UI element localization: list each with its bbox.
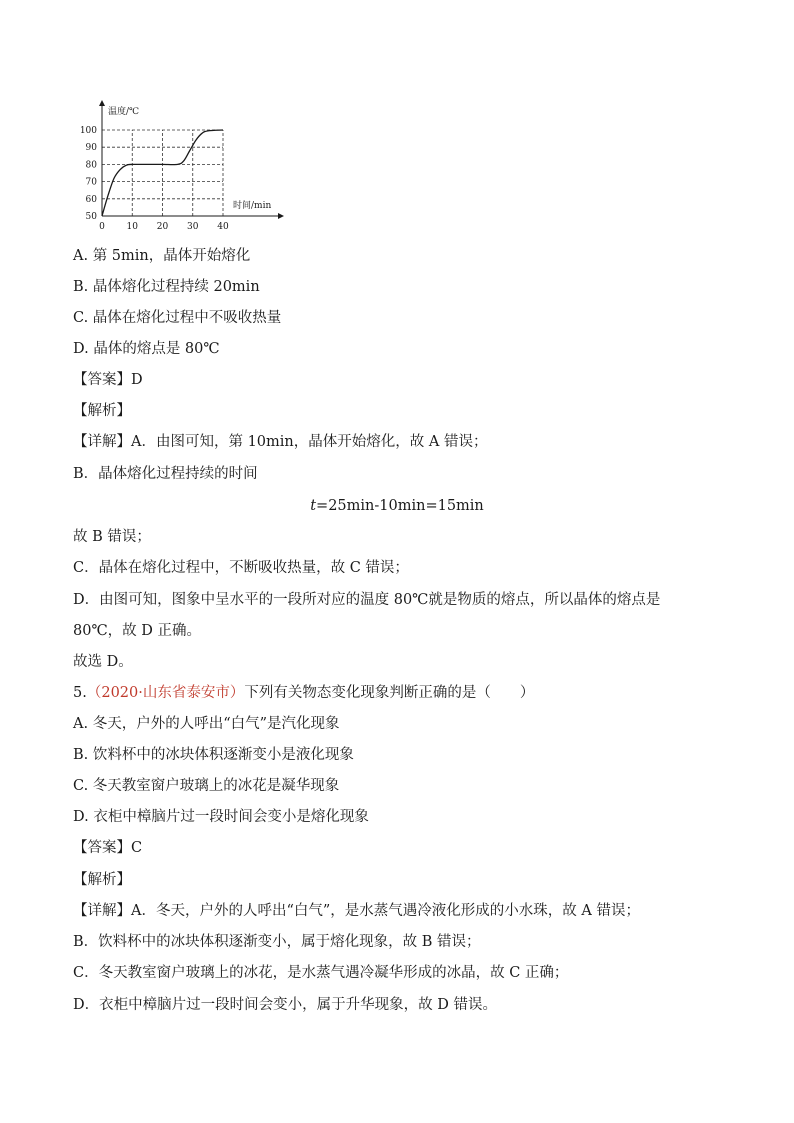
y-axis-arrow <box>99 100 105 106</box>
q4-detail-4: C．晶体在熔化过程中，不断吸收热量，故 C 错误； <box>73 560 409 576</box>
y-tick-label: 50 <box>85 212 97 222</box>
x-tick-label: 40 <box>217 222 229 232</box>
q4-formula <box>0 496 794 516</box>
q5-answer <box>73 838 142 858</box>
q4-analysis-label: 【解析】 <box>73 403 131 419</box>
q4-detail-3: 故 B 错误； <box>73 529 151 545</box>
q4-option-c: C. 晶体在熔化过程中不吸收热量 <box>73 310 282 326</box>
q5-answer-label: 【答案】 <box>73 840 131 856</box>
q4-option-d: D. 晶体的熔点是 80℃ <box>73 341 220 357</box>
x-axis-label: 时间/min <box>233 201 272 211</box>
y-tick-label: 80 <box>85 160 97 171</box>
q4-option-b: B. 晶体熔化过程持续 20min <box>73 279 260 295</box>
x-tick-label: 20 <box>156 222 169 232</box>
q4-detail-2: B．晶体熔化过程持续的时间 <box>73 466 258 482</box>
q5-answer-value: C <box>131 840 143 856</box>
q4-answer-value: D <box>131 372 143 388</box>
q4-detail-1: 【详解】A．由图可知，第 10min，晶体开始熔化，故 A 错误； <box>73 434 488 450</box>
q5-detail-3: C．冬天教室窗户玻璃上的冰花，是水蒸气遇冷凝华形成的冰晶，故 C 正确； <box>73 965 569 981</box>
chart-grid <box>102 130 223 216</box>
q4-detail-5: D．由图可知，图象中呈水平的一段所对应的温度 80℃就是物质的熔点，所以晶体的熔点是 <box>73 592 661 608</box>
q5-option-d: D. 衣柜中樟脑片过一段时间会变小是熔化现象 <box>73 809 369 825</box>
q5-question: 下列有关物态变化现象判断正确的是（ ） <box>244 685 535 701</box>
y-tick-label: 90 <box>85 143 97 154</box>
y-tick-label: 100 <box>80 126 97 136</box>
y-tick-label: 70 <box>85 177 97 188</box>
y-axis-label: 温度/℃ <box>108 107 140 117</box>
q5-option-c: C. 冬天教室窗户玻璃上的冰花是凝华现象 <box>73 778 340 794</box>
q5-detail-4: D．衣柜中樟脑片过一段时间会变小，属于升华现象，故 D 错误。 <box>73 997 497 1013</box>
q5-number: 5. <box>73 685 87 701</box>
q5-analysis-label: 【解析】 <box>73 872 131 888</box>
q5-option-a: A. 冬天，户外的人呼出“白气”是汽化现象 <box>73 716 340 732</box>
q5-stem <box>73 683 534 703</box>
y-tick-labels <box>80 126 97 222</box>
q4-option-a: A. 第 5min，晶体开始熔化 <box>73 248 251 264</box>
x-tick-labels <box>99 222 229 232</box>
x-axis-arrow <box>278 213 284 219</box>
q5-option-b: B. 饮料杯中的冰块体积逐渐变小是液化现象 <box>73 747 354 763</box>
formula-expression: =25min-10min=15min <box>316 498 484 514</box>
temperature-time-chart <box>80 98 290 238</box>
y-tick-label: 60 <box>85 194 97 205</box>
x-tick-label: 30 <box>187 222 199 232</box>
q5-detail-1: 【详解】A．冬天，户外的人呼出“白气”，是水蒸气遇冷液化形成的小水珠，故 A 错误； <box>73 903 640 919</box>
x-tick-label: 10 <box>126 222 138 232</box>
q5-source: （2020·山东省泰安市） <box>86 685 245 701</box>
x-tick-label: 0 <box>99 222 105 232</box>
q4-conclusion: 故选 D。 <box>73 654 133 670</box>
q4-detail-6: 80℃，故 D 正确。 <box>73 623 202 639</box>
q4-answer <box>73 370 143 390</box>
q4-answer-label: 【答案】 <box>73 372 131 388</box>
formula-variable: t <box>310 498 317 514</box>
q5-detail-2: B．饮料杯中的冰块体积逐渐变小，属于熔化现象，故 B 错误； <box>73 934 481 950</box>
